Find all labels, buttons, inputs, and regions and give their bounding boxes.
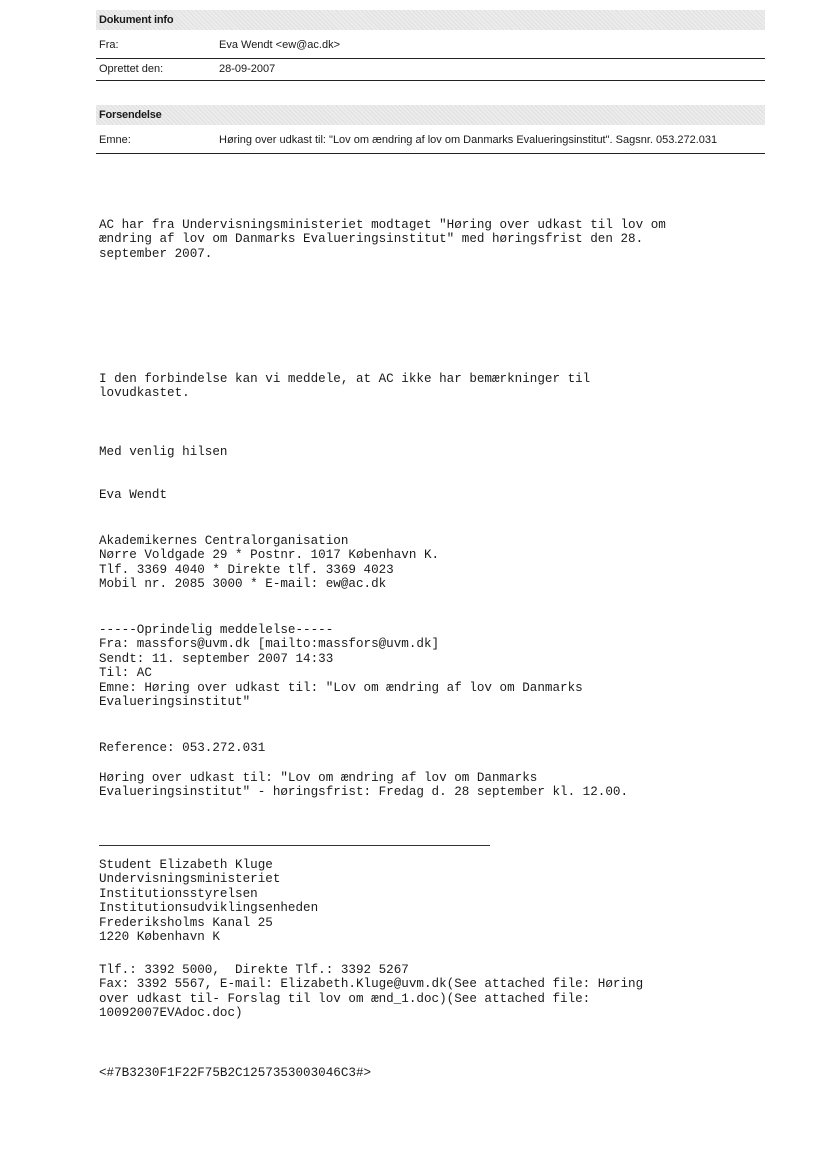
forsendelse-header: Forsendelse xyxy=(96,105,765,125)
original-message-header: -----Oprindelig meddelelse----- Fra: massfors@uvm.dk [mailto:massfors@uvm.dk] Sendt: 11. september 2007 14:33 Til: AC Emne: Høring over udkast til: "Lov om ændring af lov om Danmarks Evalueringsinstitut" xyxy=(99,623,583,710)
emne-value: Høring over udkast til: "Lov om ændring af lov om Danmarks Evalueringsinstitut". Sagsnr. 053.272.031 xyxy=(219,134,718,146)
fra-row xyxy=(96,35,765,55)
emne-row xyxy=(96,130,765,150)
emne-label: Emne: xyxy=(99,134,131,146)
oprettet-row xyxy=(96,59,765,79)
signature-block: Student Elizabeth Kluge Undervisningsministeriet Institutionsstyrelsen Institutionsudviklingsenheden Frederiksholms Kanal 25 1220 København K xyxy=(99,858,319,945)
separator-line xyxy=(99,845,490,846)
greeting: Med venlig hilsen xyxy=(99,445,228,459)
document-id: <#7B3230F1F22F75B2C1257353003046C3#> xyxy=(99,1066,372,1080)
intro-paragraph: AC har fra Undervisningsministeriet modtaget "Høring over udkast til lov om ændring af lov om Danmarks Evalueringsinstitut" med høringsfrist den 28. september 2007. xyxy=(99,218,666,261)
hoering-paragraph: Høring over udkast til: "Lov om ændring af lov om Danmarks Evalueringsinstitut" - høringsfrist: Fredag d. 28 september kl. 12.00. xyxy=(99,771,629,800)
sender-name: Eva Wendt xyxy=(99,488,168,502)
fra-value: Eva Wendt <ew@ac.dk> xyxy=(219,39,341,51)
divider xyxy=(96,80,765,81)
reference: Reference: 053.272.031 xyxy=(99,741,266,755)
statement-paragraph: I den forbindelse kan vi meddele, at AC ikke har bemærkninger til lovudkastet. xyxy=(99,372,591,401)
oprettet-label: Oprettet den: xyxy=(99,63,164,75)
contact-block: Tlf.: 3392 5000, Direkte Tlf.: 3392 5267 Fax: 3392 5567, E-mail: Elizabeth.Kluge@uvm.dk(See attached file: Høring over udkast til- Forslag til lov om ænd_1.doc)(See attached file: 10092007EVAdoc.doc) xyxy=(99,963,644,1021)
sender-organisation: Akademikernes Centralorganisation Nørre Voldgade 29 * Postnr. 1017 København K. Tlf. 3369 4040 * Direkte tlf. 3369 4023 Mobil nr. 2085 3000 * E-mail: ew@ac.dk xyxy=(99,534,440,592)
divider xyxy=(96,153,765,154)
fra-label: Fra: xyxy=(99,39,119,51)
oprettet-value: 28-09-2007 xyxy=(219,63,276,75)
dokument-info-header: Dokument info xyxy=(96,10,765,30)
